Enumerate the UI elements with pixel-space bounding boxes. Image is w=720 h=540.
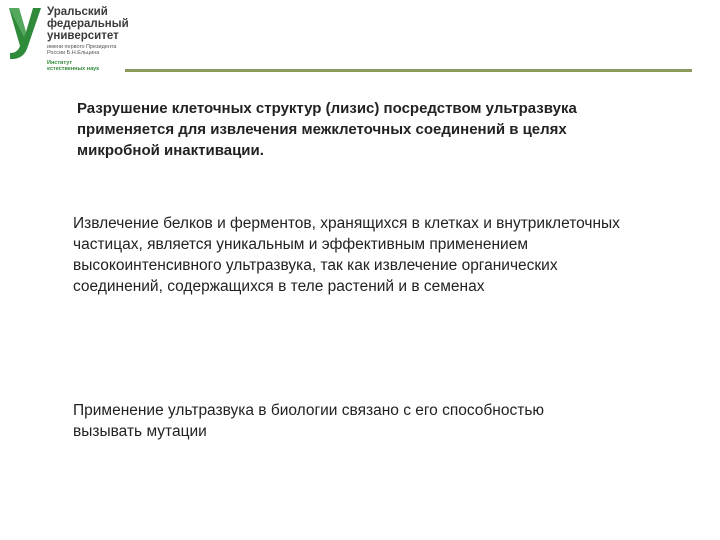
paragraph-mutations: Применение ультразвука в биологии связано с его способностью вызывать мутации (73, 402, 545, 440)
urfu-logo-mark-icon (6, 6, 42, 60)
university-logo (6, 4, 136, 76)
university-name-line: университет (47, 30, 119, 42)
university-subtitle (47, 44, 116, 56)
university-name-line: Уральский (47, 6, 108, 18)
university-subtitle-line: имени первого Президента (47, 44, 117, 50)
university-subtitle-line: России Б.Н.Ельцина (47, 50, 100, 56)
institute-name-line: естественных наук (47, 66, 99, 72)
university-name (47, 6, 129, 42)
header-divider (125, 69, 692, 72)
paragraph-extraction: Извлечение белков и ферментов, хранящихся в клетках и внутриклеточных частицах, является уникальным и эффективным применением высокоинтенсивного ультразвука, так как извлечение органических соединений, содержащихся в теле растений и в семенах (73, 215, 620, 295)
paragraph-lysis: Разрушение клеточных структур (лизис) посредством ультразвука применяется для извлечения межклеточных соединений в целях микробной инактивации. (77, 100, 577, 159)
institute-name-line: Институт (47, 60, 73, 66)
university-name-line: федеральный (47, 18, 129, 30)
institute-name (47, 60, 99, 72)
